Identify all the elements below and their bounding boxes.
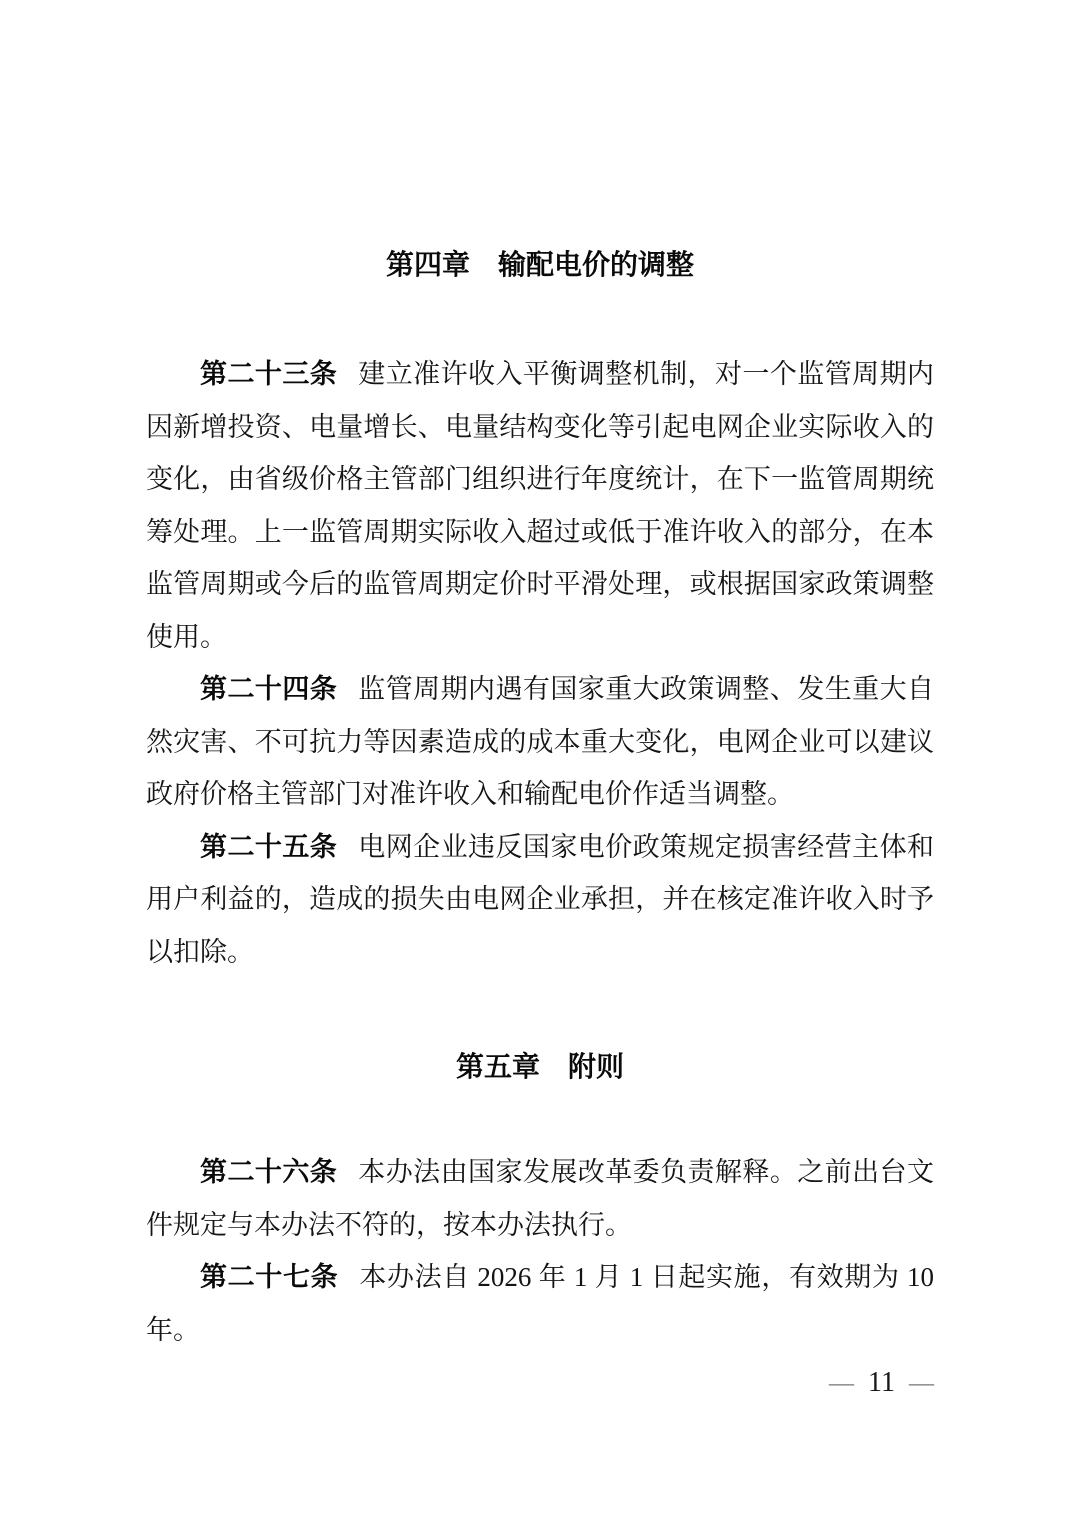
article-26-label: 第二十六条: [200, 1157, 338, 1187]
article-26-text: 本办法由国家发展改革委负责解释。之前出台文件规定与本办法不符的，按本办法执行。: [146, 1157, 935, 1240]
article-24-label: 第二十四条: [200, 674, 338, 704]
article-24-text: 监管周期内遇有国家重大政策调整、发生重大自然灾害、不可抗力等因素造成的成本重大变化，电网企业可以建议政府价格主管部门对准许收入和输配电价作适当调整。: [146, 674, 935, 809]
chapter-5-heading: 第五章 附则: [455, 1051, 624, 1082]
article-24: [146, 663, 934, 821]
article-25: [146, 821, 934, 979]
footer-left-dash: —: [829, 1370, 855, 1397]
article-26: [146, 1146, 934, 1251]
page-footer: [146, 1368, 934, 1399]
article-23-text: 建立准许收入平衡调整机制，对一个监管周期内因新增投资、电量增长、电量结构变化等引起电网企业实际收入的变化，由省级价格主管部门组织进行年度统计，在下一监管周期统筹处理。上一监管周期实际收入超过或低于准许收入的部分，在本监管周期或今后的监管周期定价时平滑处理，或根据国家政策调整使用。: [146, 359, 935, 652]
article-25-text: 电网企业违反国家电价政策规定损害经营主体和用户利益的，造成的损失由电网企业承担，并在核定准许收入时予以扣除。: [146, 831, 935, 967]
article-27-text: 本办法自 2026 年 1 月 1 日起实施，有效期为 10 年。: [146, 1262, 935, 1345]
article-27-label: 第二十七条: [200, 1262, 339, 1292]
article-23-label: 第二十三条: [200, 359, 338, 389]
article-27: [146, 1251, 934, 1356]
footer-page-number: 11: [868, 1367, 895, 1398]
footer-right-dash: —: [909, 1370, 934, 1397]
article-25-label: 第二十五条: [200, 831, 338, 862]
chapter-4-heading: 第四章 输配电价的调整: [385, 249, 694, 280]
article-23: [146, 348, 934, 663]
